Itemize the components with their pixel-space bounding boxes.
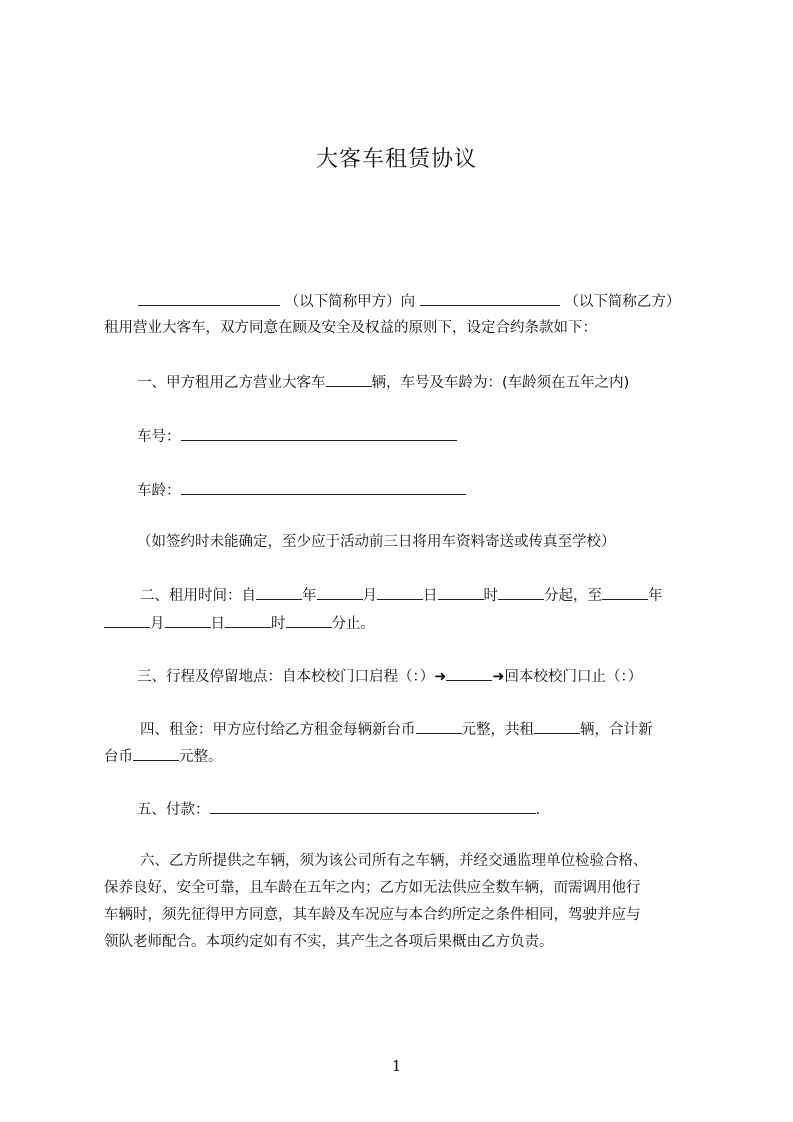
rent-bus-count-blank[interactable] — [534, 718, 580, 734]
payment-end: . — [535, 802, 541, 818]
clause-4-end: 元整。 — [179, 749, 223, 765]
clause-4-text-b: 元整，共租 — [461, 722, 534, 738]
year-label: 年 — [302, 588, 317, 604]
hour-label: 时 — [483, 588, 498, 604]
clause-1 — [137, 371, 629, 393]
clause-1-note: （如签约时未能确定，至少应于活动前三日将用车资料寄送或传真至学校） — [137, 534, 616, 550]
page-number: 1 — [391, 1057, 402, 1075]
day-label-2: 日 — [210, 616, 225, 632]
hour-label-2: 时 — [271, 616, 286, 632]
total-rent-blank[interactable] — [133, 745, 179, 761]
end-day-blank[interactable] — [165, 612, 211, 628]
payment-blank[interactable] — [210, 798, 536, 814]
clause-3-text-a: 三、行程及停留地点：自本校校门口启程（：）➜ — [137, 669, 447, 685]
clause-6-line-3: 车辆时，须先征得甲方同意，其车龄及车况应与本合约所定之条件相同，驾驶并应与 — [104, 907, 641, 923]
intro-text-b: （以下简称乙方） — [564, 294, 681, 310]
end-hour-blank[interactable] — [225, 612, 271, 628]
bus-count-blank[interactable] — [326, 371, 372, 387]
intro-text-a: （以下简称甲方）向 — [284, 294, 416, 310]
age-label: 车龄： — [137, 483, 181, 499]
end-minute-blank[interactable] — [286, 612, 332, 628]
plate-blank[interactable] — [181, 425, 457, 441]
year-label-2: 年 — [648, 588, 663, 604]
end-month-blank[interactable] — [104, 612, 150, 628]
clause-2-prefix: 二、租用时间：自 — [140, 588, 256, 604]
plate-line — [137, 425, 457, 447]
clause-3-text-b: ➜回本校校门口止（：） — [492, 669, 643, 685]
clause-3 — [137, 665, 642, 687]
day-label: 日 — [423, 588, 438, 604]
intro-line-2: 租用营业大客车，双方同意在顾及安全及权益的原则下，设定合约条款如下： — [104, 320, 597, 336]
rent-per-bus-blank[interactable] — [416, 718, 462, 734]
clause-6-line-4: 领队老师配合。本项约定如有不实，其产生之各项后果概由乙方负责。 — [104, 934, 554, 950]
clause-2-line-2 — [104, 612, 375, 634]
start-hour-blank[interactable] — [438, 584, 484, 600]
clause-2-end: 分止。 — [331, 616, 375, 632]
intro-line-1 — [138, 290, 680, 312]
payment-label: 五、付款： — [137, 802, 210, 818]
start-month-blank[interactable] — [317, 584, 363, 600]
clause-4-line-2 — [104, 745, 223, 767]
clause-1-text-b: 辆，车号及车龄为：(车龄须在五年之内) — [371, 375, 630, 391]
plate-label: 车号： — [137, 429, 181, 445]
clause-4-currency: 台币 — [104, 749, 133, 765]
age-blank[interactable] — [181, 479, 466, 495]
clause-6-line-1: 六、乙方所提供之车辆，须为该公司所有之车辆，并经交通监理单位检验合格、 — [140, 853, 648, 869]
clause-5 — [137, 798, 540, 820]
party-a-blank[interactable] — [138, 290, 280, 306]
clause-2-line-1 — [140, 584, 663, 606]
start-minute-blank[interactable] — [498, 584, 544, 600]
minute-label: 分起，至 — [544, 588, 602, 604]
clause-1-text-a: 一、甲方租用乙方营业大客车 — [137, 375, 326, 391]
clause-4-text-a: 四、租金：甲方应付给乙方租金每辆新台币 — [140, 722, 416, 738]
clause-6-line-2: 保养良好、安全可靠，且车龄在五年之内；乙方如无法供应全数车辆，而需调用他行 — [104, 880, 641, 896]
month-label-2: 月 — [150, 616, 165, 632]
clause-4-line-1 — [140, 718, 653, 740]
end-year-blank[interactable] — [602, 584, 648, 600]
document-title: 大客车租赁协议 — [315, 147, 477, 172]
route-blank[interactable] — [446, 665, 492, 681]
month-label: 月 — [362, 588, 377, 604]
start-year-blank[interactable] — [256, 584, 302, 600]
clause-4-text-c: 辆，合计新 — [580, 722, 653, 738]
party-b-blank[interactable] — [420, 290, 560, 306]
start-day-blank[interactable] — [377, 584, 423, 600]
age-line — [137, 479, 466, 501]
